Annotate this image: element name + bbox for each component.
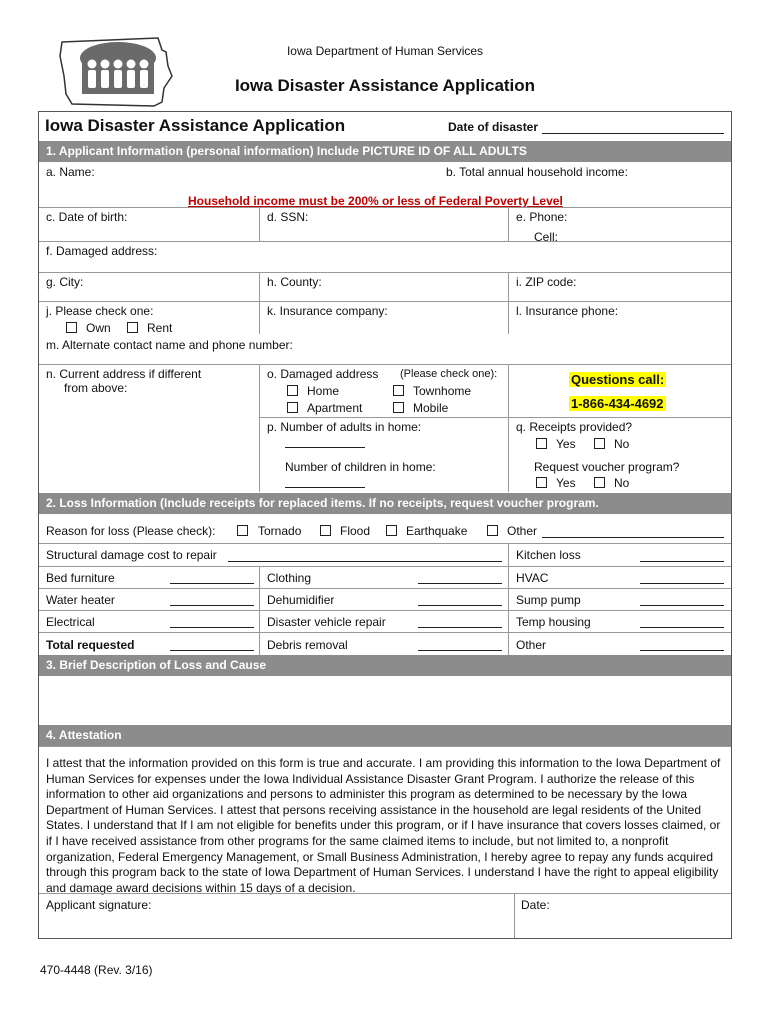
other-loss-label: Other — [516, 638, 547, 652]
divider — [259, 301, 260, 334]
hvac-field[interactable] — [640, 583, 724, 584]
apartment-checkbox[interactable] — [287, 402, 298, 413]
voucher-no-checkbox[interactable] — [594, 477, 605, 488]
sump-pump-field[interactable] — [640, 605, 724, 606]
dob-label: c. Date of birth: — [46, 210, 128, 224]
receipts-no-label: No — [614, 437, 630, 451]
rent-checkbox[interactable] — [127, 322, 138, 333]
townhome-checkbox[interactable] — [393, 385, 404, 396]
adults-field[interactable] — [285, 447, 365, 448]
reason-flood: Flood — [340, 524, 371, 538]
questions-text: Questions call: — [571, 372, 665, 387]
reason-other: Other — [507, 524, 538, 538]
alternate-contact-label: m. Alternate contact name and phone number: — [46, 338, 293, 352]
divider — [39, 272, 731, 273]
divider — [259, 272, 260, 301]
income-label: b. Total annual household income: — [446, 165, 628, 179]
divider — [259, 417, 508, 418]
structural-label: Structural damage cost to repair — [46, 548, 217, 562]
water-heater-field[interactable] — [170, 605, 254, 606]
form-title: Iowa Disaster Assistance Application — [45, 116, 346, 135]
divider — [39, 610, 731, 611]
divider — [39, 241, 731, 242]
dehumidifier-field[interactable] — [418, 605, 502, 606]
adults-label: p. Number of adults in home: — [267, 420, 422, 434]
receipts-label: q. Receipts provided? — [516, 420, 633, 434]
electrical-label: Electrical — [46, 615, 95, 629]
divider — [508, 207, 509, 241]
current-address-label: n. Current address if different — [46, 367, 202, 381]
vehicle-repair-label: Disaster vehicle repair — [267, 615, 386, 629]
signature-label: Applicant signature: — [46, 898, 152, 912]
attestation-paragraph: I attest that the information provided on this form is true and accurate. I am providing this information to the Iowa Department of Human Services for expenses under the Iowa Individual Assistance Disaster Grant Program. I authorize the release of this information to other aid organizations and persons to administer this program as determined to be necessary by the Iowa Department of Human Services. I attest that persons receiving assistance in the household are legal residents of the United States. I understand that If I am not eligible for benefits under this program, or if I have insurance that covers losses claimed, or if I have received assistance from other programs for the same claimed items to include, but not limited to, a nonprofit organization, Federal Emergency Management, or Small Business Administration, I hereby agree to repay any funds acquired through this program back to the state of Iowa Department of Human Services. I understand I have the right to appeal eligibility and damage award decisions within 15 days of a decision. — [46, 756, 721, 895]
page-title: Iowa Disaster Assistance Application — [234, 76, 536, 95]
reason-tornado: Tornado — [258, 524, 302, 538]
home-checkbox[interactable] — [287, 385, 298, 396]
vehicle-repair-field[interactable] — [418, 627, 502, 628]
receipts-no-checkbox[interactable] — [594, 438, 605, 449]
section2-heading: 2. Loss Information (Include receipts for replaced items. If no receipts, request voucher program. — [39, 493, 731, 514]
description-field[interactable] — [39, 676, 731, 724]
divider — [508, 272, 509, 301]
total-requested-field[interactable] — [170, 650, 254, 651]
questions-label — [569, 372, 666, 387]
section1-heading: 1. Applicant Information (personal information) Include PICTURE ID OF ALL ADULTS — [39, 141, 731, 162]
temp-housing-label: Temp housing — [516, 615, 591, 629]
mobile-label: Mobile — [413, 401, 449, 415]
damaged-address-label: f. Damaged address: — [46, 244, 158, 258]
section3-heading: 3. Brief Description of Loss and Cause — [39, 655, 731, 676]
check-one-label: j. Please check one: — [46, 304, 154, 318]
ssn-label: d. SSN: — [267, 210, 309, 224]
home-label: Home — [307, 384, 340, 398]
children-label: Number of children in home: — [285, 460, 436, 474]
divider — [39, 543, 731, 544]
divider — [39, 566, 731, 567]
debris-removal-label: Debris removal — [267, 638, 348, 652]
date-of-disaster-field[interactable] — [542, 133, 724, 134]
divider — [39, 207, 731, 208]
sump-pump-label: Sump pump — [516, 593, 581, 607]
section4-heading: 4. Attestation — [39, 725, 731, 746]
divider — [39, 301, 731, 302]
divider — [508, 417, 731, 418]
signature-field[interactable] — [39, 894, 509, 938]
clothing-field[interactable] — [418, 583, 502, 584]
temp-housing-field[interactable] — [640, 627, 724, 628]
other-reason-field[interactable] — [542, 537, 724, 538]
form-number: 470-4448 (Rev. 3/16) — [40, 963, 153, 977]
cell-label: Cell: — [534, 230, 559, 244]
divider — [259, 566, 260, 656]
dehumidifier-label: Dehumidifier — [267, 593, 335, 607]
reason-label: Reason for loss (Please check): — [46, 524, 216, 538]
divider — [508, 543, 509, 656]
insurance-phone-label: l. Insurance phone: — [516, 304, 619, 318]
own-checkbox[interactable] — [66, 322, 77, 333]
helpline-number[interactable] — [569, 396, 666, 411]
divider — [39, 632, 731, 633]
mobile-checkbox[interactable] — [393, 402, 404, 413]
other-checkbox[interactable] — [487, 525, 498, 536]
date-of-disaster-label: Date of disaster — [448, 120, 539, 134]
divider — [259, 364, 260, 492]
townhome-label: Townhome — [413, 384, 472, 398]
other-loss-field[interactable] — [640, 650, 724, 651]
earthquake-checkbox[interactable] — [386, 525, 397, 536]
income-note: Household income must be 200% or less of Federal Poverty Level — [188, 194, 563, 208]
signature-date-field[interactable] — [515, 894, 730, 938]
city-label: g. City: — [46, 275, 84, 289]
phone-label: e. Phone: — [516, 210, 568, 224]
divider — [39, 746, 731, 747]
insurance-company-label: k. Insurance company: — [267, 304, 388, 318]
attestation-text — [46, 756, 726, 896]
voucher-yes-label: Yes — [556, 476, 576, 490]
debris-removal-field[interactable] — [418, 650, 502, 651]
voucher-label: Request voucher program? — [534, 460, 680, 474]
hvac-label: HVAC — [516, 571, 549, 585]
divider — [508, 364, 509, 492]
department-name: Iowa Department of Human Services — [286, 44, 484, 58]
divider — [39, 588, 731, 589]
reason-earthquake: Earthquake — [406, 524, 468, 538]
kitchen-loss-field[interactable] — [640, 561, 724, 562]
bed-furniture-field[interactable] — [170, 583, 254, 584]
voucher-no-label: No — [614, 476, 630, 490]
divider — [508, 301, 509, 334]
apartment-label: Apartment — [307, 401, 363, 415]
zip-label: i. ZIP code: — [516, 275, 577, 289]
signature-date-label: Date: — [521, 898, 550, 912]
helpline-text: 1-866-434-4692 — [571, 396, 664, 411]
name-label: a. Name: — [46, 165, 95, 179]
electrical-field[interactable] — [170, 627, 254, 628]
divider — [259, 207, 260, 241]
total-requested-label: Total requested — [46, 638, 135, 652]
county-label: h. County: — [267, 275, 322, 289]
kitchen-loss-label: Kitchen loss — [516, 548, 581, 562]
own-label: Own — [86, 321, 111, 335]
water-heater-label: Water heater — [46, 593, 115, 607]
divider — [39, 364, 731, 365]
receipts-yes-label: Yes — [556, 437, 576, 451]
receipts-yes-checkbox[interactable] — [536, 438, 547, 449]
damaged-type-label: o. Damaged address — [267, 367, 379, 381]
clothing-label: Clothing — [267, 571, 312, 585]
bed-furniture-label: Bed furniture — [46, 571, 115, 585]
flood-checkbox[interactable] — [320, 525, 331, 536]
damaged-type-note: (Please check one): — [400, 368, 498, 380]
rent-label: Rent — [147, 321, 173, 335]
children-field[interactable] — [285, 487, 365, 488]
voucher-yes-checkbox[interactable] — [536, 477, 547, 488]
current-address-label-2: from above: — [64, 381, 128, 395]
structural-field[interactable] — [228, 561, 502, 562]
tornado-checkbox[interactable] — [237, 525, 248, 536]
